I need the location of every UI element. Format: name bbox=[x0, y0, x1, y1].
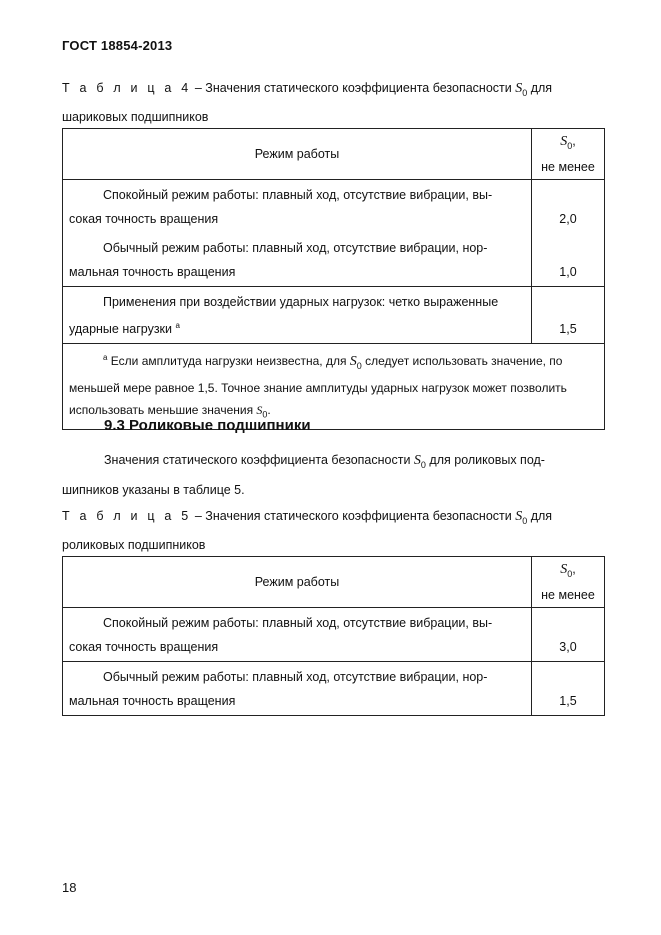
page-number: 18 bbox=[62, 880, 77, 895]
table4 bbox=[62, 128, 605, 430]
table-cell-value: 3,0 bbox=[532, 608, 605, 662]
table5-caption-after: для bbox=[527, 509, 553, 523]
table-row: Обычный режим работы: плавный ход, отсутствие вибрации, нор- мальная точность вращения 1,0 bbox=[63, 233, 605, 287]
body-paragraph: Значения статического коэффициента безопасности $S_0$ для роликовых под- шипников указаны в таблице 5. bbox=[62, 453, 545, 497]
table5-caption-prefix: Т а б л и ц а 5 bbox=[62, 509, 192, 523]
table4-caption-symbol: $S_0$ bbox=[515, 81, 528, 98]
table4-caption-prefix: Т а б л и ц а 4 bbox=[62, 81, 192, 95]
col-header-mode: Режим работы bbox=[63, 129, 532, 180]
col-header-s0: $S_0$, не менее bbox=[532, 557, 605, 608]
col-header-mode: Режим работы bbox=[63, 557, 532, 608]
table5 bbox=[62, 556, 605, 716]
table-cell-value: 2,0 bbox=[532, 180, 605, 234]
table4-caption-line2: шариковых подшипников bbox=[62, 109, 209, 124]
table-header-row bbox=[63, 557, 605, 608]
table-row: Спокойный режим работы: плавный ход, отсутствие вибрации, вы- сокая точность вращения 3,0 bbox=[63, 608, 605, 662]
document-header: ГОСТ 18854-2013 bbox=[62, 38, 173, 53]
table-cell-value: 1,0 bbox=[532, 233, 605, 287]
table-cell-value: 1,5 bbox=[532, 662, 605, 716]
table-row: Спокойный режим работы: плавный ход, отсутствие вибрации, вы- сокая точность вращения 2,0 bbox=[63, 180, 605, 234]
table4-caption bbox=[62, 76, 552, 129]
section-heading: 9.3 Роликовые подшипники bbox=[104, 417, 311, 434]
table-row: Применения при воздействии ударных нагрузок: четко выраженные ударные нагрузки $^а$ 1,5 bbox=[63, 287, 605, 344]
col-header-s0: $S_0$, не менее bbox=[532, 129, 605, 180]
table-header-row bbox=[63, 129, 605, 180]
table5-caption-text: – Значения статического коэффициента безопасности bbox=[191, 509, 516, 523]
table-cell-value: 1,5 bbox=[532, 287, 605, 344]
table4-caption-text: – Значения статического коэффициента безопасности bbox=[191, 81, 516, 95]
table5-caption bbox=[62, 504, 552, 557]
table5-caption-line2: роликовых подшипников bbox=[62, 537, 206, 552]
table-row: Обычный режим работы: плавный ход, отсутствие вибрации, нор- мальная точность вращения 1,5 bbox=[63, 662, 605, 716]
table4-caption-after: для bbox=[527, 81, 553, 95]
table5-caption-symbol: $S_0$ bbox=[515, 509, 528, 526]
table-footnote: $^а$ Если амплитуда нагрузки неизвестна, для $S_0$ следует использовать значение, по меньшей мере равное 1,5. Точное знание амплитуды ударных нагрузок может позволить использовать меньшие значения $S_0$. bbox=[63, 344, 605, 430]
